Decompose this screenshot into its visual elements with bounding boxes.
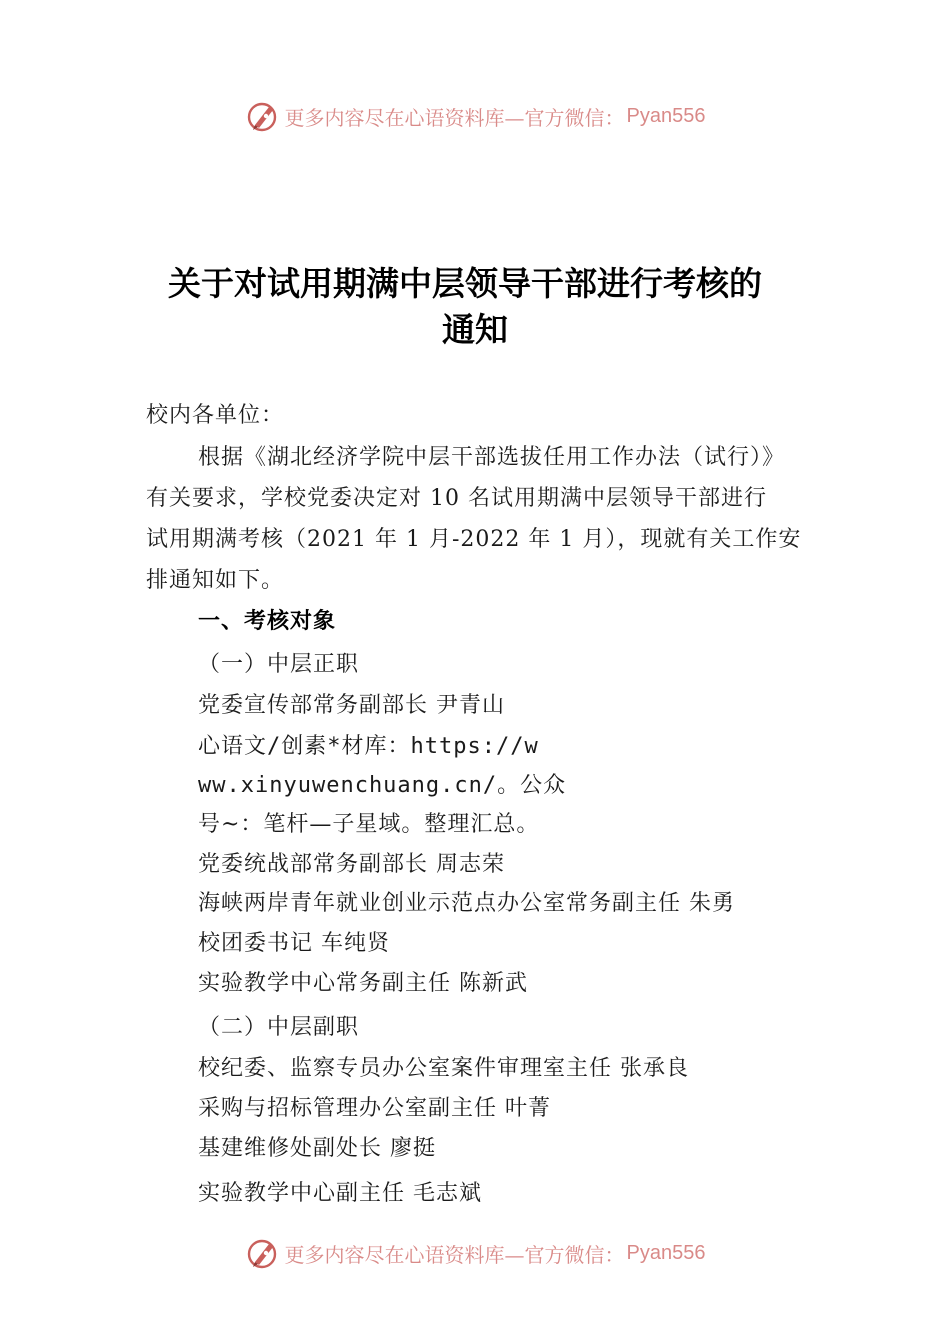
watermark-wechat-id: Pyan556 — [626, 104, 706, 127]
watermark-text: 更多内容尽在心语资料库—官方微信： — [284, 1242, 625, 1267]
list-item: 实验教学中心副主任 毛志斌 — [198, 1181, 482, 1206]
body-line-3: 试用期满考核（2021 年 1 月-2022 年 1 月），现就有关工作安 — [146, 527, 802, 552]
watermark-banner-bottom — [0, 1233, 950, 1273]
watermark-text: 更多内容尽在心语资料库—官方微信： — [284, 105, 625, 130]
section-heading-targets: 一、考核对象 — [198, 609, 337, 634]
watermark-wechat-id: Pyan556 — [626, 1241, 706, 1264]
list-item: 校纪委、监察专员办公室案件审理室主任 张承良 — [198, 1056, 689, 1081]
pen-logo-icon — [245, 1236, 279, 1270]
list-item: 心语文/创素*材库：https://w — [198, 734, 539, 759]
subheading-principal: （一）中层正职 — [198, 652, 360, 677]
list-item: 党委统战部常务副部长 周志荣 — [198, 852, 505, 877]
list-item: 号~：笔杆—子星域。整理汇总。 — [198, 812, 540, 837]
watermark-banner-top — [0, 96, 950, 136]
salutation: 校内各单位： — [146, 403, 285, 428]
list-item: 海峡两岸青年就业创业示范点办公室常务副主任 朱勇 — [198, 891, 735, 916]
body-line-1: 根据《湖北经济学院中层干部选拔任用工作办法（试行）》 — [198, 445, 786, 470]
body-line-2: 有关要求，学校党委决定对 10 名试用期满中层领导干部进行 — [146, 486, 767, 511]
body-line-4: 排通知如下。 — [146, 568, 285, 593]
list-item: ww.xinyuwenchuang.cn/。公众 — [198, 773, 567, 798]
document-title-line-2: 通知 — [442, 310, 508, 349]
subheading-deputy: （二）中层副职 — [198, 1015, 360, 1040]
list-item: 基建维修处副处长 廖挺 — [198, 1136, 436, 1161]
list-item: 党委宣传部常务副部长 尹青山 — [198, 693, 505, 718]
pen-logo-icon — [245, 99, 279, 133]
list-item: 校团委书记 车纯贤 — [198, 931, 390, 956]
document-title-line-1: 关于对试用期满中层领导干部进行考核的 — [168, 264, 762, 303]
list-item: 实验教学中心常务副主任 陈新武 — [198, 971, 528, 996]
list-item: 采购与招标管理办公室副主任 叶菁 — [198, 1096, 551, 1121]
